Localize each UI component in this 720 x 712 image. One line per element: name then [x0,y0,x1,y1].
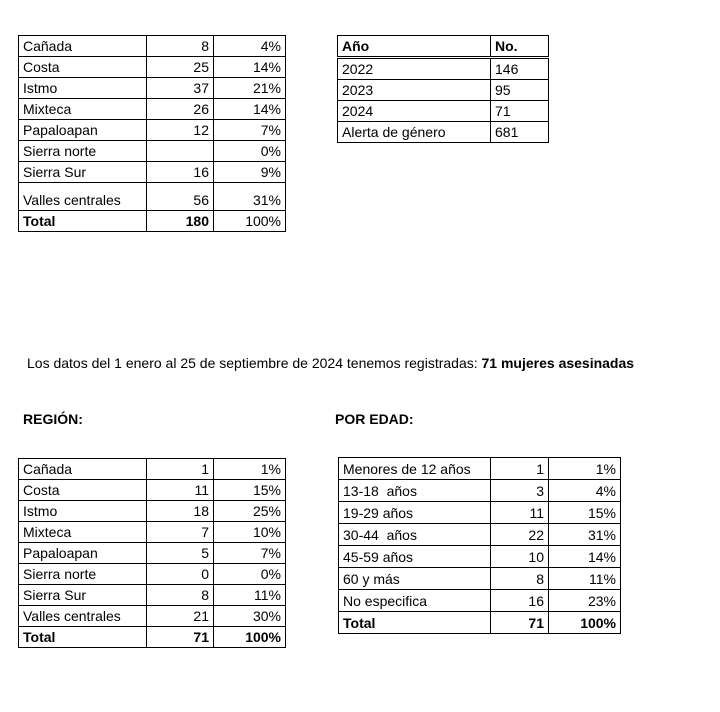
table-row [19,162,286,183]
count-cell: 1 [147,459,214,480]
region-name-cell: Mixteca [19,99,147,120]
region-name-cell: Costa [19,57,147,78]
count-cell: 22 [491,524,549,546]
total-count-cell: 180 [147,211,214,232]
table-row [338,58,549,80]
region-name-cell: Papaloapan [19,543,147,564]
percent-cell: 21% [214,78,286,99]
total-row [339,612,621,634]
count-cell: 37 [147,78,214,99]
table-row [339,524,621,546]
total-row [19,211,286,232]
region-name-cell: Sierra norte [19,564,147,585]
total-label-cell: Total [19,627,147,648]
region-name-cell: Papaloapan [19,120,147,141]
percent-cell: 15% [549,502,621,524]
table-row [19,120,286,141]
percent-cell: 10% [214,522,286,543]
count-cell: 7 [147,522,214,543]
percent-cell: 0% [214,564,286,585]
region-name-cell: Istmo [19,501,147,522]
table-row [19,564,286,585]
count-cell: 8 [147,36,214,57]
percent-cell: 9% [214,162,286,183]
region-2024-table [18,458,286,648]
region-name-cell: Mixteca [19,522,147,543]
region-name-cell: Sierra Sur [19,585,147,606]
region-name-cell: Cañada [19,36,147,57]
summary-text [27,355,634,371]
by-year-table [337,35,549,143]
table-row [339,502,621,524]
count-cell: 146 [491,58,549,80]
percent-cell: 11% [549,568,621,590]
table-row [19,57,286,78]
percent-cell: 11% [214,585,286,606]
percent-cell: 0% [214,141,286,162]
count-cell: 25 [147,57,214,78]
table-row [19,543,286,564]
age-section-label: POR EDAD: [335,411,414,427]
age-range-cell: Menores de 12 años [339,458,491,480]
table-row [19,78,286,99]
count-cell: 16 [491,590,549,612]
table-row [19,522,286,543]
count-cell: 11 [491,502,549,524]
year-cell: Alerta de género [338,122,491,143]
table-row [19,480,286,501]
count-cell: 71 [491,101,549,122]
count-cell: 5 [147,543,214,564]
count-cell: 681 [491,122,549,143]
age-range-cell: 19-29 años [339,502,491,524]
table-row [19,501,286,522]
table-row [338,101,549,122]
percent-cell: 15% [214,480,286,501]
age-range-cell: 45-59 años [339,546,491,568]
count-cell: 21 [147,606,214,627]
table-row [338,122,549,143]
year-cell: 2024 [338,101,491,122]
count-cell: 16 [147,162,214,183]
percent-cell: 1% [214,459,286,480]
count-cell: 12 [147,120,214,141]
count-cell: 56 [147,183,214,211]
region-name-cell: Valles centrales [19,183,147,211]
year-cell: 2023 [338,80,491,101]
year-header-cell: Año [338,36,491,58]
percent-cell: 7% [214,120,286,141]
total-row [19,627,286,648]
total-percent-cell: 100% [214,211,286,232]
region-name-cell: Cañada [19,459,147,480]
percent-cell: 30% [214,606,286,627]
percent-cell: 31% [214,183,286,211]
total-percent-cell: 100% [214,627,286,648]
header-row [338,36,549,58]
percent-cell: 14% [214,99,286,120]
count-cell: 18 [147,501,214,522]
count-cell: 11 [147,480,214,501]
table-row [339,590,621,612]
count-cell: 0 [147,564,214,585]
count-cell: 95 [491,80,549,101]
count-cell: 10 [491,546,549,568]
region-name-cell: Sierra norte [19,141,147,162]
percent-cell: 25% [214,501,286,522]
summary-text-bold: 71 mujeres asesinadas [481,355,635,371]
table-row [19,459,286,480]
summary-text-normal: Los datos del 1 enero al 25 de septiembre de 2024 tenemos registradas: [27,355,478,371]
age-range-cell: No especifica [339,590,491,612]
total-count-cell: 71 [491,612,549,634]
table-row [19,36,286,57]
total-label-cell: Total [19,211,147,232]
by-age-table [338,457,621,634]
total-label-cell: Total [339,612,491,634]
age-range-cell: 30-44 años [339,524,491,546]
year-cell: 2022 [338,58,491,80]
region-overview-table [18,35,286,232]
table-row [19,99,286,120]
percent-cell: 23% [549,590,621,612]
count-cell [147,141,214,162]
table-row [19,606,286,627]
region-name-cell: Costa [19,480,147,501]
percent-cell: 1% [549,458,621,480]
region-name-cell: Sierra Sur [19,162,147,183]
table-row [19,183,286,211]
region-name-cell: Istmo [19,78,147,99]
count-cell: 1 [491,458,549,480]
table-row [339,458,621,480]
table-row [339,480,621,502]
region-section-label: REGIÓN: [23,411,83,427]
age-range-cell: 13-18 años [339,480,491,502]
region-name-cell: Valles centrales [19,606,147,627]
percent-cell: 14% [214,57,286,78]
count-header-cell: No. [491,36,549,58]
table-row [19,141,286,162]
table-row [19,585,286,606]
percent-cell: 31% [549,524,621,546]
percent-cell: 4% [214,36,286,57]
percent-cell: 14% [549,546,621,568]
count-cell: 8 [147,585,214,606]
count-cell: 3 [491,480,549,502]
total-count-cell: 71 [147,627,214,648]
percent-cell: 4% [549,480,621,502]
count-cell: 26 [147,99,214,120]
table-row [339,546,621,568]
count-cell: 8 [491,568,549,590]
percent-cell: 7% [214,543,286,564]
age-range-cell: 60 y más [339,568,491,590]
table-row [338,80,549,101]
table-row [339,568,621,590]
total-percent-cell: 100% [549,612,621,634]
